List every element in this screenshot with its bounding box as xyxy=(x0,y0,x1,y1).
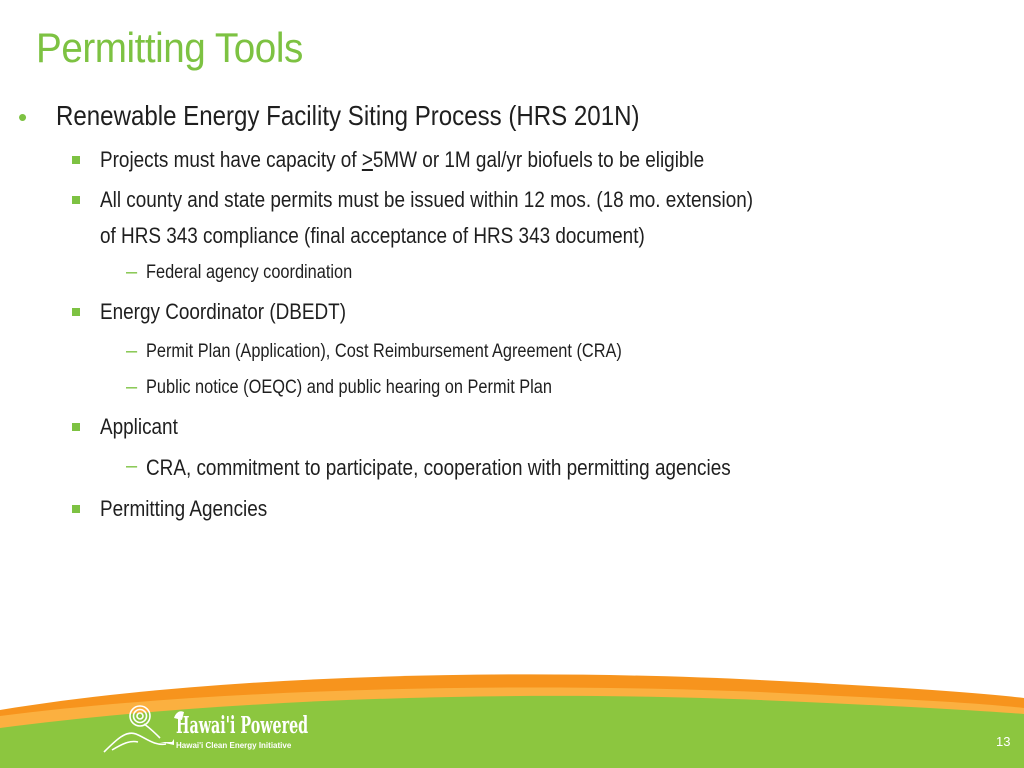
bullet-energy-coordinator: Energy Coordinator (DBEDT) xyxy=(100,299,347,324)
square-bullet-icon xyxy=(72,156,80,164)
slide-title: Permitting Tools xyxy=(36,24,303,71)
bullet-permits-line1: All county and state permits must be issued within 12 mos. (18 mo. extension) xyxy=(100,187,754,212)
dash-bullet-icon: – xyxy=(126,340,138,362)
projects-text-prefix: Projects must have capacity of xyxy=(100,147,362,172)
greater-equal-symbol: > xyxy=(361,147,373,172)
dash-bullet-icon: – xyxy=(126,376,138,398)
bullet-federal: Federal agency coordination xyxy=(146,262,353,283)
square-bullet-icon xyxy=(72,423,80,431)
bullet-public-notice: Public notice (OEQC) and public hearing on Permit Plan xyxy=(146,377,552,398)
projects-text-suffix: 5MW or 1M gal/yr biofuels to be eligible xyxy=(372,147,705,172)
bullet-level1: Renewable Energy Facility Siting Process (HRS 201N) xyxy=(56,100,640,131)
bullet-dot-icon: • xyxy=(18,102,28,132)
page-number: 13 xyxy=(996,734,1011,749)
bullet-permitting-agencies: Permitting Agencies xyxy=(100,496,268,521)
square-bullet-icon xyxy=(72,196,80,204)
dash-bullet-icon: – xyxy=(126,261,138,283)
logo-tagline: Hawai'i Clean Energy Initiative xyxy=(176,741,292,750)
bullet-projects xyxy=(100,147,704,173)
bullet-permits-line2: of HRS 343 compliance (final acceptance of HRS 343 document) xyxy=(100,223,645,248)
bullet-permit-plan: Permit Plan (Application), Cost Reimbursement Agreement (CRA) xyxy=(146,341,622,362)
square-bullet-icon xyxy=(72,308,80,316)
square-bullet-icon xyxy=(72,505,80,513)
bullet-cra: CRA, commitment to participate, cooperation with permitting agencies xyxy=(146,455,731,480)
bullet-applicant: Applicant xyxy=(100,414,178,439)
logo-name: Hawai'i Powered xyxy=(176,712,309,739)
dash-bullet-icon: – xyxy=(126,455,138,477)
